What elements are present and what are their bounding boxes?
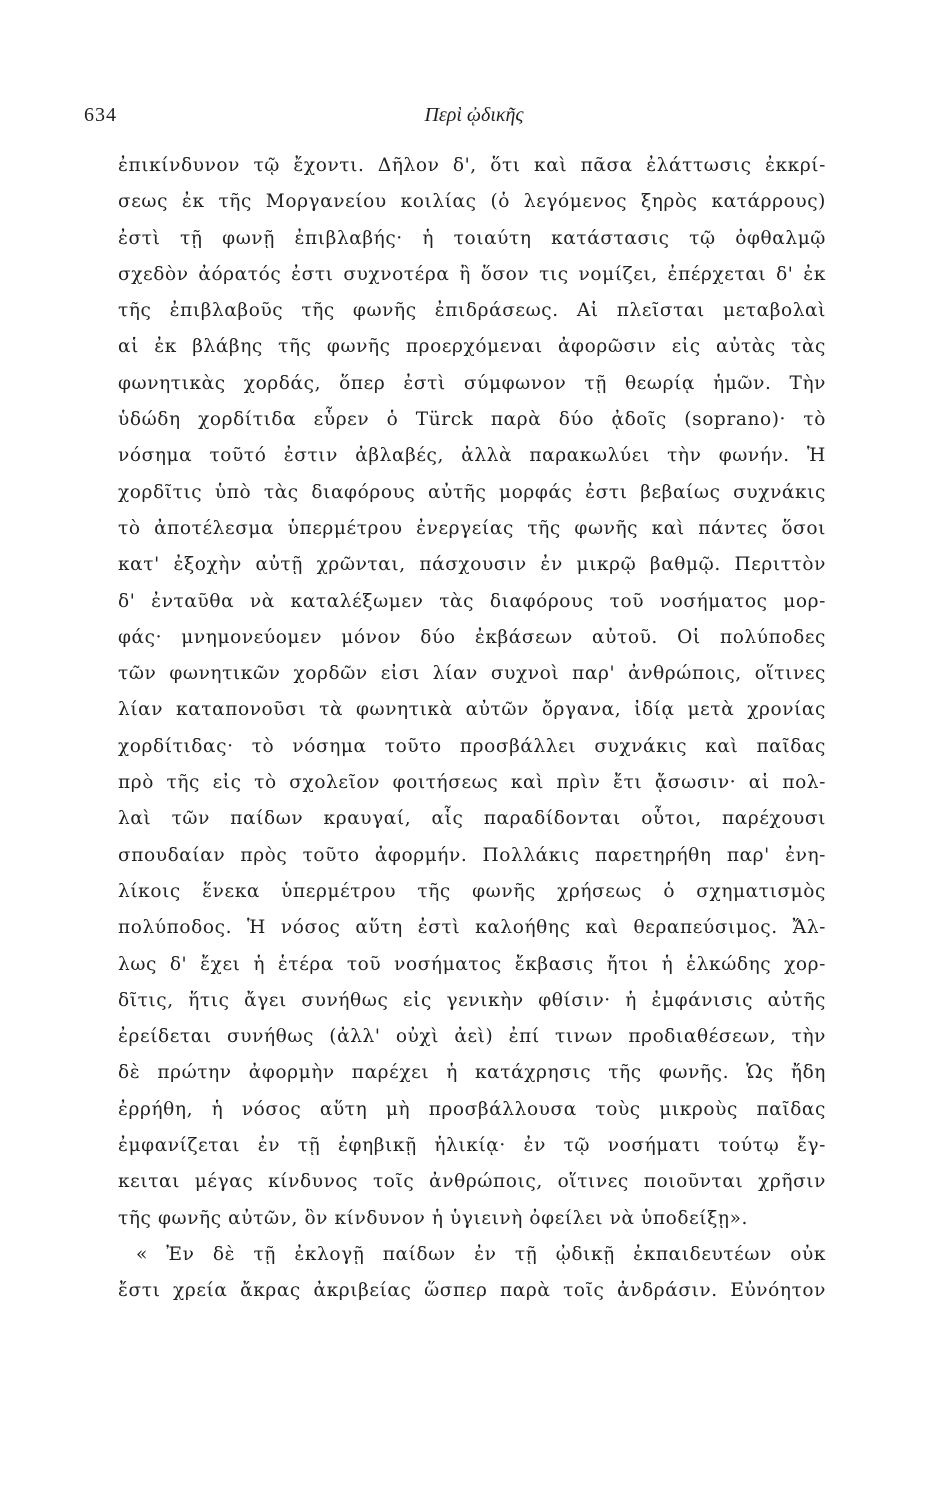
text-line: δῖτις, ἥτις ἄγει συνήθως εἰς γενικὴν φθίσιν· ἡ ἐμφάνισις αὐτῆς: [118, 989, 826, 1011]
body-text: [118, 148, 826, 1310]
text-line: δὲ πρώτην ἀφορμὴν παρέχει ἡ κατάχρησις τῆς φωνῆς. Ὡς ἤδη: [118, 1062, 826, 1084]
text-line: λαὶ τῶν παίδων κραυγαί, αἷς παραδίδονται οὗτοι, παρέχουσι: [118, 808, 826, 830]
text-line: σχεδὸν ἀόρατός ἐστι συχνοτέρα ἢ ὅσον τις νομίζει, ἐπέρχεται δ' ἐκ: [118, 263, 826, 285]
text-line: « Ἐν δὲ τῇ ἐκλογῇ παίδων ἐν τῇ ᾠδικῇ ἐκπαιδευτέων οὐκ: [136, 1243, 826, 1265]
text-line: ἐμφανίζεται ἐν τῇ ἐφηβικῇ ἡλικίᾳ· ἐν τῷ νοσήματι τούτῳ ἔγ-: [118, 1135, 826, 1157]
text-line: τῶν φωνητικῶν χορδῶν εἰσι λίαν συχνοὶ παρ' ἀνθρώποις, οἵτινες: [118, 663, 826, 685]
text-line: σεως ἐκ τῆς Μοργανείου κοιλίας (ὁ λεγόμενος ξηρὸς κατάρρους): [118, 191, 826, 213]
text-line: ἐρρήθη, ἡ νόσος αὕτη μὴ προσβάλλουσα τοὺς μικροὺς παῖδας: [118, 1098, 826, 1120]
text-line: αἱ ἐκ βλάβης τῆς φωνῆς προερχόμεναι ἀφορῶσιν εἰς αὐτὰς τὰς: [118, 336, 826, 358]
text-line: σπουδαίαν πρὸς τοῦτο ἀφορμήν. Πολλάκις παρετηρήθη παρ' ἐνη-: [118, 844, 826, 866]
text-line: ἔστι χρεία ἄκρας ἀκριβείας ὥσπερ παρὰ τοῖς ἀνδράσιν. Εὐνόητον: [118, 1280, 826, 1302]
text-line: χορδῖτις ὑπὸ τὰς διαφόρους αὐτῆς μορφάς ἐστι βεβαίως συχνάκις: [118, 481, 826, 503]
text-line: τῆς ἐπιβλαβοῦς τῆς φωνῆς ἐπιδράσεως. Αἱ πλεῖσται μεταβολαὶ: [118, 300, 826, 322]
text-line: ἐστὶ τῇ φωνῇ ἐπιβλαβής· ἡ τοιαύτη κατάστασις τῷ ὀφθαλμῷ: [118, 227, 826, 249]
text-line: λως δ' ἔχει ἡ ἑτέρα τοῦ νοσήματος ἔκβασις ἤτοι ἡ ἑλκώδης χορ-: [118, 953, 826, 975]
text-line: τῆς φωνῆς αὐτῶν, ὃν κίνδυνον ἡ ὑγιεινὴ ὀφείλει νὰ ὑποδείξῃ».: [118, 1207, 749, 1229]
text-line: φάς· μνημονεύομεν μόνον δύο ἐκβάσεων αὐτοῦ. Οἱ πολύποδες: [118, 626, 826, 648]
text-line: λίαν καταπονοῦσι τὰ φωνητικὰ αὐτῶν ὄργανα, ἰδίᾳ μετὰ χρονίας: [118, 699, 826, 721]
text-line: χορδίτιδας· τὸ νόσημα τοῦτο προσβάλλει συχνάκις καὶ παῖδας: [118, 735, 826, 757]
text-line: δ' ἐνταῦθα νὰ καταλέξωμεν τὰς διαφόρους τοῦ νοσήματος μορ-: [118, 590, 826, 612]
text-line: ὑδώδη χορδίτιδα εὗρεν ὁ Türck παρὰ δύο ᾀδοῖς (soprano)· τὸ: [118, 409, 826, 431]
text-line: πρὸ τῆς εἰς τὸ σχολεῖον φοιτήσεως καὶ πρὶν ἔτι ᾄσωσιν· αἱ πολ-: [118, 772, 826, 794]
text-line: φωνητικὰς χορδάς, ὅπερ ἐστὶ σύμφωνον τῇ θεωρίᾳ ἡμῶν. Τὴν: [118, 372, 826, 394]
text-line: λίκοις ἕνεκα ὑπερμέτρου τῆς φωνῆς χρήσεως ὁ σχηματισμὸς: [118, 880, 826, 902]
text-line: κειται μέγας κίνδυνος τοῖς ἀνθρώποις, οἵτινες ποιοῦνται χρῆσιν: [118, 1171, 826, 1193]
text-line: τὸ ἀποτέλεσμα ὑπερμέτρου ἐνεργείας τῆς φωνῆς καὶ πάντες ὅσοι: [118, 517, 826, 539]
running-title: Περὶ ᾠδικῆς: [424, 104, 524, 126]
text-line: ἐρείδεται συνήθως (ἀλλ' οὐχὶ ἀεὶ) ἐπί τινων προδιαθέσεων, τὴν: [118, 1026, 826, 1048]
text-line: ἐπικίνδυνον τῷ ἔχοντι. Δῆλον δ', ὅτι καὶ πᾶσα ἐλάττωσις ἐκκρί-: [118, 155, 826, 176]
text-line: νόσημα τοῦτό ἐστιν ἀβλαβές, ἀλλὰ παρακωλύει τὴν φωνήν. Ἡ: [118, 445, 826, 467]
text-line: κατ' ἐξοχὴν αὐτῇ χρῶνται, πάσχουσιν ἐν μικρῷ βαθμῷ. Περιττὸν: [118, 554, 826, 576]
page-number: 634: [84, 104, 117, 126]
text-line: πολύποδος. Ἡ νόσος αὕτη ἐστὶ καλοήθης καὶ θεραπεύσιμος. Ἄλ-: [118, 917, 826, 939]
page-header: [0, 104, 948, 134]
